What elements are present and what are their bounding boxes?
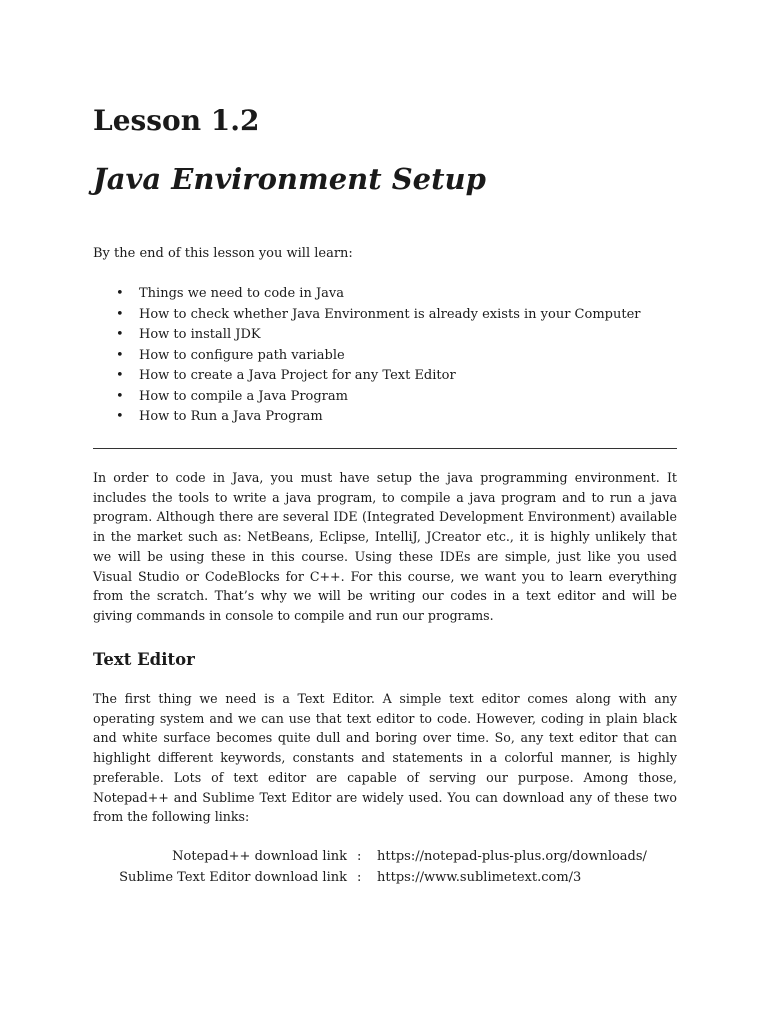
objective-item: • How to Run a Java Program xyxy=(93,407,640,428)
link-separator: : xyxy=(357,870,362,885)
objective-item: • How to create a Java Project for any Text Editor xyxy=(93,366,640,387)
link-label: Sublime Text Editor download link xyxy=(119,870,347,885)
link-separator: : xyxy=(357,849,362,864)
download-links xyxy=(93,846,677,888)
intro-text: By the end of this lesson you will learn: xyxy=(93,246,353,261)
lesson-number: Lesson 1.2 xyxy=(93,104,260,137)
intro-paragraph: In order to code in Java, you must have setup the java programming environment. It includes the tools to write a java program, to compile a java program and to run a java program. Although there are several IDE (Integrated Development Environment) available in the market such as: NetBeans, Eclipse, IntelliJ, JCreator etc., it is highly unlikely that we will be using these in this course. Using these IDEs are simple, just like you used Visual Studio or CodeBlocks for C++. For this course, we want you to learn everything from the scratch. That’s why we will be writing our codes in a text editor and will be giving commands in console to compile and run our programs. xyxy=(93,470,677,623)
text-editor-paragraph: The first thing we need is a Text Editor. A simple text editor comes along with any operating system and we can use that text editor to code. However, coding in plain black and white surface becomes quite dull and boring over time. So, any text editor that can highlight different keywords, constants and statements in a colorful manner, is highly preferable. Lots of text editor are capable of serving our purpose. Among those, Notepad++ and Sublime Text Editor are widely used. You can download any of these two from the following links: xyxy=(93,691,677,825)
objective-item: • How to install JDK xyxy=(93,325,640,346)
section-heading-text-editor: Text Editor xyxy=(93,650,195,669)
link-label: Notepad++ download link xyxy=(172,849,347,864)
objective-item: • How to check whether Java Environment is already exists in your Computer xyxy=(93,305,640,326)
notepad-download-link[interactable]: https://notepad-plus-plus.org/downloads/ xyxy=(377,849,647,864)
lesson-title: Java Environment Setup xyxy=(93,162,486,196)
sublime-download-link[interactable]: https://www.sublimetext.com/3 xyxy=(377,870,582,885)
objective-item: • How to compile a Java Program xyxy=(93,387,640,408)
link-row-sublime xyxy=(93,867,677,888)
section-divider xyxy=(93,448,677,449)
objective-item: • Things we need to code in Java xyxy=(93,284,640,305)
link-row-notepad xyxy=(93,846,677,867)
objectives-list xyxy=(93,284,640,428)
objective-item: • How to configure path variable xyxy=(93,346,640,367)
